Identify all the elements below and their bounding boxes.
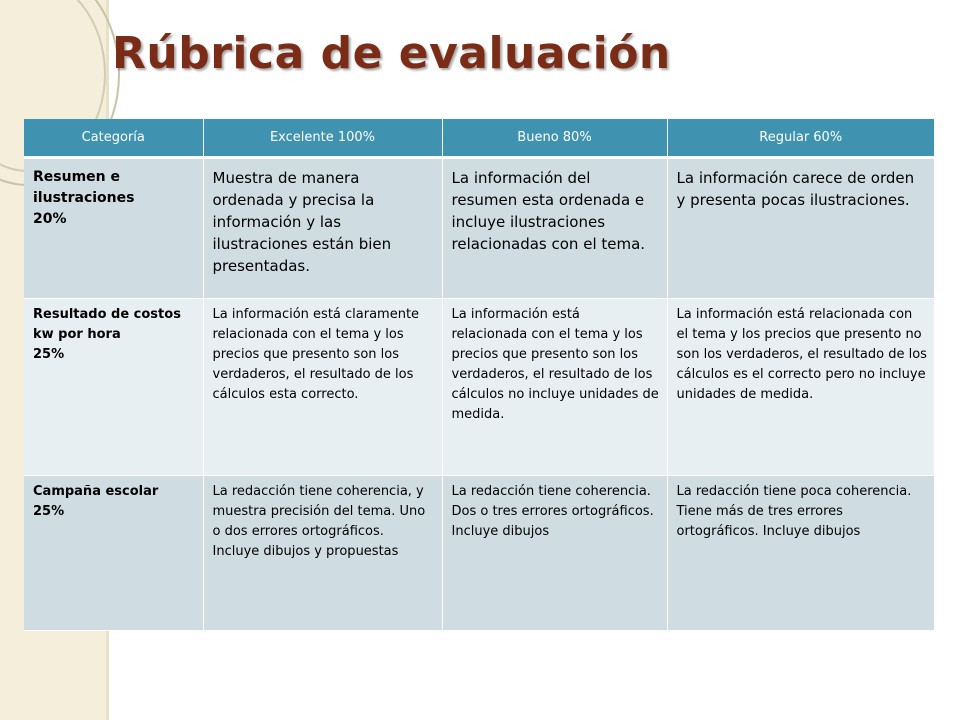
category-weight: 25% (33, 504, 65, 519)
table-row (24, 299, 934, 476)
table-row (24, 476, 934, 631)
cell-excelente: La información está claramente relacionada con el tema y los precios que presento son los verdaderos, el resultado de los cálculos esta correcto. (203, 299, 442, 476)
cell-regular: La redacción tiene poca coherencia. Tiene más de tres errores ortográficos. Incluye dibujos (667, 476, 934, 631)
cell-excelente: La redacción tiene coherencia, y muestra precisión del tema. Uno o dos errores ortográficos. Incluye dibujos y propuestas (203, 476, 442, 631)
category-weight: 20% (33, 211, 67, 227)
cell-bueno: La información del resumen esta ordenada e incluye ilustraciones relacionadas con el tema. (442, 158, 667, 299)
header-excelente: Excelente 100% (203, 119, 442, 158)
category-cell (24, 299, 203, 476)
table-row (24, 158, 934, 299)
header-regular: Regular 60% (667, 119, 934, 158)
category-cell (24, 158, 203, 299)
category-name: Resultado de costos kw por hora (33, 307, 181, 342)
slide-title: Rúbrica de evaluación (112, 28, 671, 79)
category-weight: 25% (33, 347, 65, 362)
category-name: Campaña escolar (33, 484, 159, 499)
cell-excelente: Muestra de manera ordenada y precisa la información y las ilustraciones están bien presentadas. (203, 158, 442, 299)
category-name: Resumen e ilustraciones (33, 169, 135, 206)
header-row (24, 119, 934, 158)
cell-regular: La información carece de orden y presenta pocas ilustraciones. (667, 158, 934, 299)
header-bueno: Bueno 80% (442, 119, 667, 158)
header-categoria: Categoría (24, 119, 203, 158)
cell-regular: La información está relacionada con el tema y los precios que presento no son los verdaderos, el resultado de los cálculos es el correcto pero no incluye unidades de medida. (667, 299, 934, 476)
cell-bueno: La información está relacionada con el tema y los precios que presento son los verdaderos, el resultado de los cálculos no incluye unidades de medida. (442, 299, 667, 476)
rubric-table (24, 119, 934, 631)
category-cell (24, 476, 203, 631)
cell-bueno: La redacción tiene coherencia. Dos o tres errores ortográficos. Incluye dibujos (442, 476, 667, 631)
